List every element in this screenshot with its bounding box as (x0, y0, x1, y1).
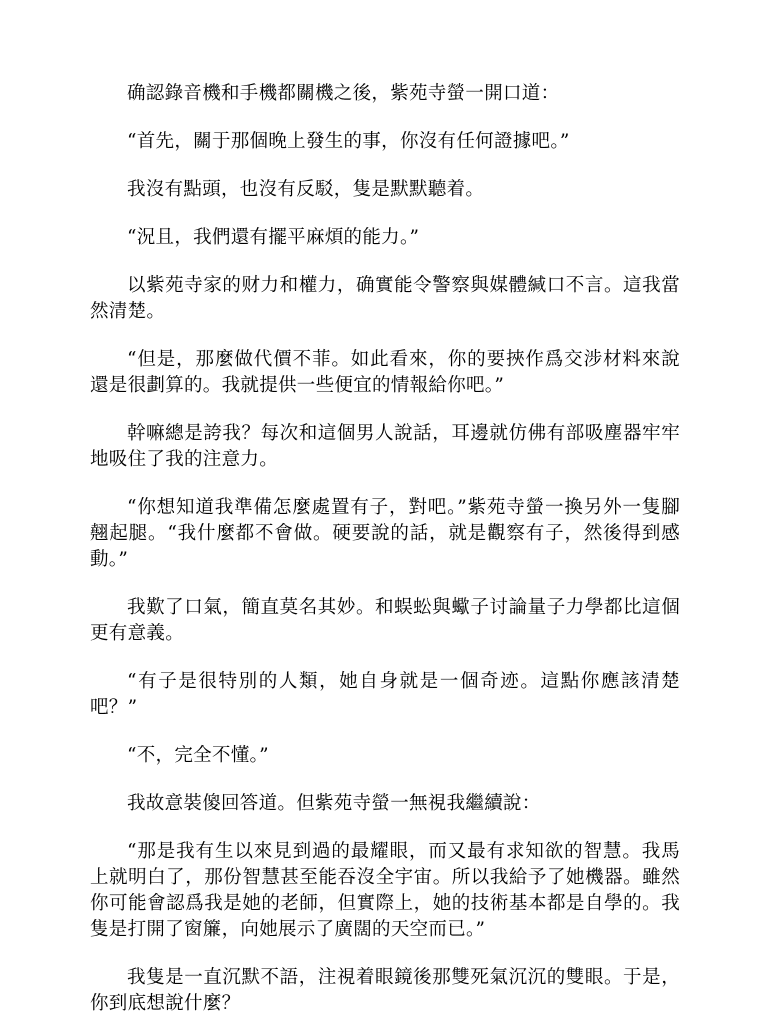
paragraph: “況且，我們還有擺平麻煩的能力。” (127, 227, 420, 248)
paragraph: 以紫苑寺家的财力和權力，确實能令警察與媒體緘口不言。這我當然清楚。 (90, 275, 680, 322)
paragraph: “那是我有生以來見到過的最耀眼，而又最有求知欲的智慧。我馬上就明白了，那份智慧甚至能吞沒全宇宙。所以我給予了她機器。雖然你可能會認爲我是她的老師，但實際上，她的技術基本都是自學的。我隻是打開了窗簾，向她展示了廣闊的天空而已。” (90, 841, 680, 940)
paragraph: 我故意裝傻回答道。但紫苑寺螢一無視我繼續說： (127, 793, 541, 814)
paragraph: “你想知道我準備怎麼處置有子，對吧。”紫苑寺螢一換另外一隻腳翹起腿。“我什麼都不會做。硬要說的話，就是觀察有子，然後得到感動。” (90, 497, 680, 570)
paragraph: 确認錄音機和手機都關機之後，紫苑寺螢一開口道： (127, 83, 560, 104)
paragraph: “有子是很特別的人類，她自身就是一個奇迹。這點你應該清楚吧？” (90, 671, 680, 718)
body-text (90, 81, 680, 1017)
paragraph: “不，完全不懂。” (127, 745, 269, 766)
paragraph: 幹嘛總是誇我？每次和這個男人說話，耳邊就仿佛有部吸塵器牢牢地吸住了我的注意力。 (90, 423, 680, 470)
paragraph: 我歎了口氣，簡直莫名其妙。和蜈蚣與蠍子讨論量子力學都比這個更有意義。 (90, 597, 680, 644)
paragraph: “首先，關于那個晚上發生的事，你沒有任何證據吧。” (127, 131, 570, 152)
paragraph: 我沒有點頭，也沒有反駁，隻是默默聽着。 (127, 179, 485, 200)
paragraph: “但是，那麼做代價不菲。如此看來，你的要挾作爲交涉材料來說還是很劃算的。我就提供一些便宜的情報給你吧。” (90, 349, 680, 396)
paragraph: 我隻是一直沉默不語，注視着眼鏡後那雙死氣沉沉的雙眼。于是，你到底想說什麼？ (90, 967, 680, 1014)
